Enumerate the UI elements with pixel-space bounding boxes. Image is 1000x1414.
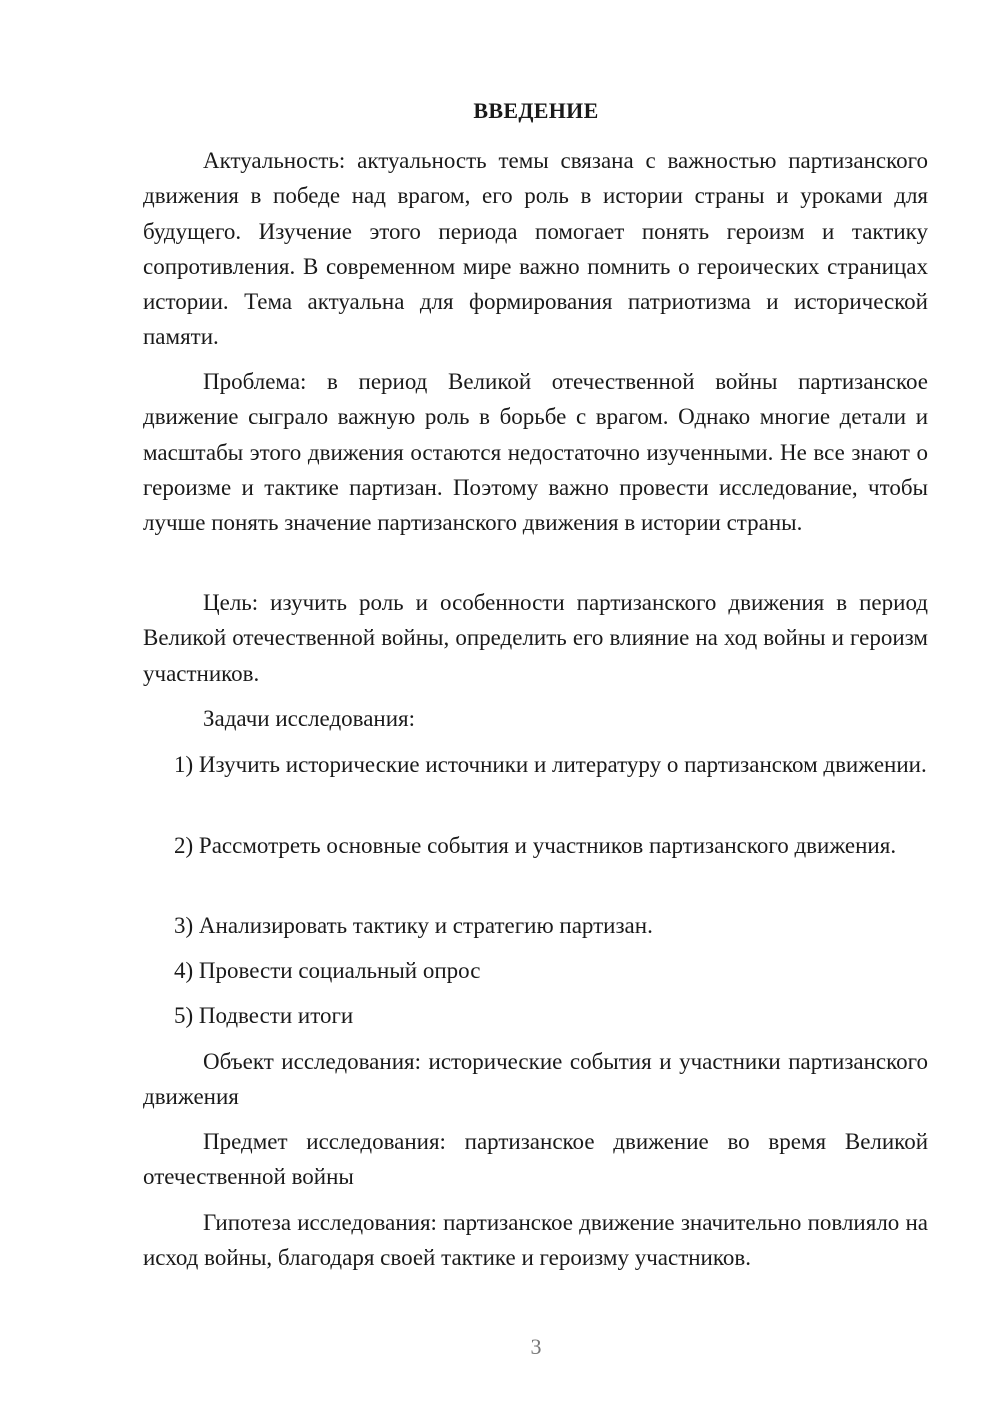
paragraph-text: Гипотеза исследования: партизанское движение значительно повлияло на исход войны, благодаря своей тактике и героизму участников.: [143, 1210, 928, 1271]
paragraph-text: Предмет исследования: партизанское движение во время Великой отечественной войны: [143, 1129, 928, 1190]
task-item-1: [143, 747, 928, 782]
paragraph-text: Цель: изучить роль и особенности партизанского движения в период Великой отечественной войны, определить его влияние на ход войны и героизм участников.: [143, 590, 928, 686]
page-number: 3: [530, 1334, 542, 1359]
paragraph-hypothesis: [143, 1205, 928, 1276]
task-item-4: [143, 953, 928, 988]
list-item: 1) Изучить исторические источники и литературу о партизанском движении.: [174, 752, 927, 777]
tasks-heading: [143, 701, 928, 736]
paragraph-text: Актуальность: актуальность темы связана с важностью партизанского движения в победе над врагом, его роль в истории страны и уроками для будущего. Изучение этого периода помогает понять героизм и тактику сопротивления. В современном мире важно помнить о героических страницах истории. Тема актуальна для формирования патриотизма и исторической памяти.: [143, 148, 928, 350]
paragraph-text: Проблема: в период Великой отечественной войны партизанское движение сыграло важную роль в борьбе с врагом. Однако многие детали и масштабы этого движения остаются недостаточно изученными. Не все знают о героизме и тактике партизан. Поэтому важно провести исследование, чтобы лучше понять значение партизанского движения в истории страны.: [143, 369, 928, 536]
page-title: ВВЕДЕНИЕ: [473, 98, 599, 123]
list-item: 2) Рассмотреть основные события и участников партизанского движения.: [174, 833, 897, 858]
paragraph-problem: [143, 364, 928, 540]
paragraph-text: Задачи исследования:: [203, 706, 416, 731]
task-item-5: [143, 998, 928, 1033]
list-item: 5) Подвести итоги: [174, 1003, 354, 1028]
paragraph-object: [143, 1044, 928, 1115]
task-item-2: [143, 828, 928, 863]
paragraph-goal: [143, 585, 928, 691]
paragraph-relevance: [143, 143, 928, 355]
task-item-3: [143, 908, 928, 943]
paragraph-subject: [143, 1124, 928, 1195]
list-item: 3) Анализировать тактику и стратегию партизан.: [174, 913, 653, 938]
list-item: 4) Провести социальный опрос: [174, 958, 481, 983]
paragraph-text: Объект исследования: исторические события и участники партизанского движения: [143, 1049, 928, 1110]
